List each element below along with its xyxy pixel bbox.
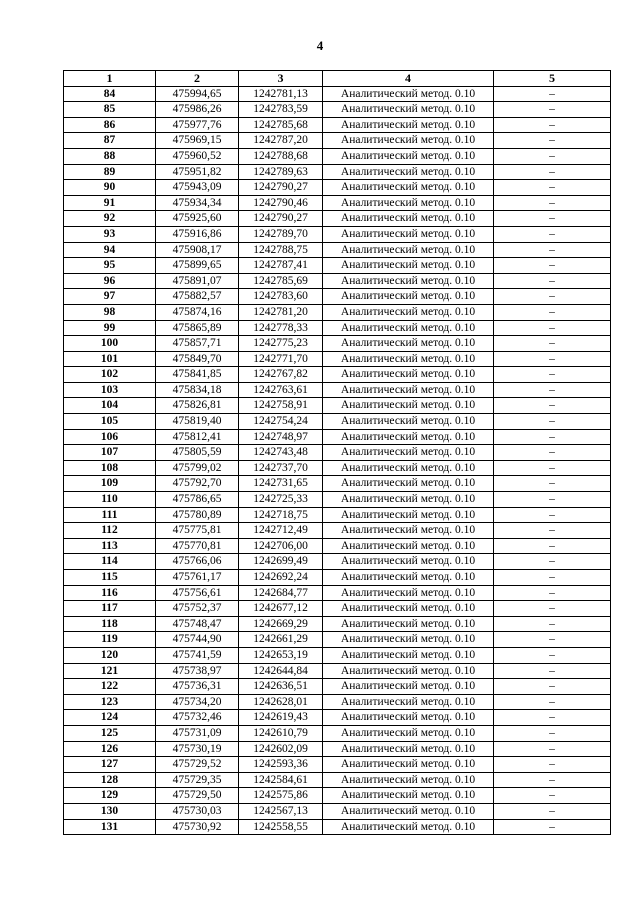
y-coordinate-cell: 1242712,49 [239,523,323,539]
y-coordinate-cell: 1242567,13 [239,803,323,819]
point-number-cell: 112 [64,523,156,539]
method-cell: Аналитический метод. 0.10 [323,414,494,430]
table-row [64,632,611,648]
note-cell: – [494,601,611,617]
note-cell: – [494,570,611,586]
y-coordinate-cell: 1242783,60 [239,289,323,305]
x-coordinate-cell: 475960,52 [156,148,239,164]
table-row [64,289,611,305]
note-cell: – [494,679,611,695]
note-cell: – [494,336,611,352]
point-number-cell: 96 [64,273,156,289]
note-cell: – [494,304,611,320]
y-coordinate-cell: 1242731,65 [239,476,323,492]
point-number-cell: 118 [64,616,156,632]
point-number-cell: 88 [64,148,156,164]
x-coordinate-cell: 475730,19 [156,741,239,757]
method-cell: Аналитический метод. 0.10 [323,788,494,804]
y-coordinate-cell: 1242610,79 [239,725,323,741]
point-number-cell: 123 [64,694,156,710]
method-cell: Аналитический метод. 0.10 [323,336,494,352]
point-number-cell: 129 [64,788,156,804]
y-coordinate-cell: 1242636,51 [239,679,323,695]
y-coordinate-cell: 1242789,70 [239,226,323,242]
x-coordinate-cell: 475865,89 [156,320,239,336]
point-number-cell: 104 [64,398,156,414]
table-row [64,445,611,461]
x-coordinate-cell: 475738,97 [156,663,239,679]
page-number: 4 [316,38,324,53]
note-cell: – [494,492,611,508]
x-coordinate-cell: 475819,40 [156,414,239,430]
note-cell: – [494,320,611,336]
table-row [64,398,611,414]
note-cell: – [494,616,611,632]
method-cell: Аналитический метод. 0.10 [323,258,494,274]
y-coordinate-cell: 1242653,19 [239,647,323,663]
y-coordinate-cell: 1242754,24 [239,414,323,430]
table-body [64,86,611,835]
note-cell: – [494,694,611,710]
x-coordinate-cell: 475799,02 [156,460,239,476]
table-row [64,523,611,539]
point-number-cell: 99 [64,320,156,336]
x-coordinate-cell: 475792,70 [156,476,239,492]
table-row [64,616,611,632]
point-number-cell: 120 [64,647,156,663]
table-row [64,757,611,773]
point-number-cell: 105 [64,414,156,430]
note-cell: – [494,289,611,305]
table-row [64,819,611,835]
y-coordinate-cell: 1242748,97 [239,429,323,445]
note-cell: – [494,788,611,804]
table-row [64,601,611,617]
y-coordinate-cell: 1242558,55 [239,819,323,835]
note-cell: – [494,226,611,242]
table-row [64,554,611,570]
note-cell: – [494,242,611,258]
y-coordinate-cell: 1242767,82 [239,367,323,383]
x-coordinate-cell: 475841,85 [156,367,239,383]
point-number-cell: 97 [64,289,156,305]
table-row [64,570,611,586]
y-coordinate-cell: 1242718,75 [239,507,323,523]
note-cell: – [494,585,611,601]
y-coordinate-cell: 1242790,46 [239,195,323,211]
note-cell: – [494,538,611,554]
point-number-cell: 121 [64,663,156,679]
x-coordinate-cell: 475943,09 [156,180,239,196]
table-row [64,538,611,554]
table-row [64,304,611,320]
note-cell: – [494,663,611,679]
table-row [64,382,611,398]
point-number-cell: 100 [64,336,156,352]
table-row [64,242,611,258]
method-cell: Аналитический метод. 0.10 [323,679,494,695]
note-cell: – [494,460,611,476]
point-number-cell: 111 [64,507,156,523]
table-row [64,336,611,352]
table-row [64,772,611,788]
y-coordinate-cell: 1242787,20 [239,133,323,149]
point-number-cell: 110 [64,492,156,508]
table-row [64,133,611,149]
x-coordinate-cell: 475729,35 [156,772,239,788]
y-coordinate-cell: 1242790,27 [239,211,323,227]
y-coordinate-cell: 1242644,84 [239,663,323,679]
x-coordinate-cell: 475882,57 [156,289,239,305]
x-coordinate-cell: 475908,17 [156,242,239,258]
note-cell: – [494,632,611,648]
y-coordinate-cell: 1242788,68 [239,148,323,164]
table-row [64,710,611,726]
method-cell: Аналитический метод. 0.10 [323,741,494,757]
column-header: 3 [239,71,323,87]
table-row [64,195,611,211]
x-coordinate-cell: 475891,07 [156,273,239,289]
x-coordinate-cell: 475849,70 [156,351,239,367]
x-coordinate-cell: 475812,41 [156,429,239,445]
y-coordinate-cell: 1242725,33 [239,492,323,508]
note-cell: – [494,554,611,570]
point-number-cell: 113 [64,538,156,554]
x-coordinate-cell: 475729,52 [156,757,239,773]
method-cell: Аналитический метод. 0.10 [323,211,494,227]
point-number-cell: 128 [64,772,156,788]
table-row [64,429,611,445]
note-cell: – [494,647,611,663]
y-coordinate-cell: 1242775,23 [239,336,323,352]
method-cell: Аналитический метод. 0.10 [323,570,494,586]
table-row [64,320,611,336]
x-coordinate-cell: 475741,59 [156,647,239,663]
y-coordinate-cell: 1242771,70 [239,351,323,367]
point-number-cell: 130 [64,803,156,819]
method-cell: Аналитический метод. 0.10 [323,133,494,149]
x-coordinate-cell: 475730,03 [156,803,239,819]
y-coordinate-cell: 1242781,20 [239,304,323,320]
y-coordinate-cell: 1242778,33 [239,320,323,336]
note-cell: – [494,803,611,819]
method-cell: Аналитический метод. 0.10 [323,585,494,601]
table-row [64,226,611,242]
method-cell: Аналитический метод. 0.10 [323,445,494,461]
note-cell: – [494,414,611,430]
y-coordinate-cell: 1242785,68 [239,117,323,133]
x-coordinate-cell: 475805,59 [156,445,239,461]
method-cell: Аналитический метод. 0.10 [323,507,494,523]
note-cell: – [494,725,611,741]
note-cell: – [494,117,611,133]
point-number-cell: 91 [64,195,156,211]
note-cell: – [494,772,611,788]
x-coordinate-cell: 475761,17 [156,570,239,586]
table-row [64,507,611,523]
point-number-cell: 103 [64,382,156,398]
y-coordinate-cell: 1242706,00 [239,538,323,554]
table-row [64,258,611,274]
y-coordinate-cell: 1242692,24 [239,570,323,586]
method-cell: Аналитический метод. 0.10 [323,195,494,211]
x-coordinate-cell: 475899,65 [156,258,239,274]
point-number-cell: 93 [64,226,156,242]
method-cell: Аналитический метод. 0.10 [323,289,494,305]
note-cell: – [494,180,611,196]
note-cell: – [494,86,611,102]
point-number-cell: 131 [64,819,156,835]
y-coordinate-cell: 1242661,29 [239,632,323,648]
note-cell: – [494,273,611,289]
note-cell: – [494,258,611,274]
method-cell: Аналитический метод. 0.10 [323,694,494,710]
note-cell: – [494,211,611,227]
y-coordinate-cell: 1242789,63 [239,164,323,180]
x-coordinate-cell: 475857,71 [156,336,239,352]
method-cell: Аналитический метод. 0.10 [323,772,494,788]
table-row [64,86,611,102]
x-coordinate-cell: 475951,82 [156,164,239,180]
point-number-cell: 109 [64,476,156,492]
method-cell: Аналитический метод. 0.10 [323,492,494,508]
method-cell: Аналитический метод. 0.10 [323,476,494,492]
y-coordinate-cell: 1242758,91 [239,398,323,414]
x-coordinate-cell: 475744,90 [156,632,239,648]
x-coordinate-cell: 475934,34 [156,195,239,211]
y-coordinate-cell: 1242787,41 [239,258,323,274]
note-cell: – [494,429,611,445]
y-coordinate-cell: 1242593,36 [239,757,323,773]
note-cell: – [494,507,611,523]
method-cell: Аналитический метод. 0.10 [323,803,494,819]
note-cell: – [494,133,611,149]
point-number-cell: 127 [64,757,156,773]
note-cell: – [494,382,611,398]
point-number-cell: 94 [64,242,156,258]
note-cell: – [494,476,611,492]
point-number-cell: 84 [64,86,156,102]
table-row [64,460,611,476]
note-cell: – [494,164,611,180]
point-number-cell: 90 [64,180,156,196]
method-cell: Аналитический метод. 0.10 [323,647,494,663]
method-cell: Аналитический метод. 0.10 [323,273,494,289]
method-cell: Аналитический метод. 0.10 [323,554,494,570]
point-number-cell: 89 [64,164,156,180]
table-row [64,211,611,227]
method-cell: Аналитический метод. 0.10 [323,523,494,539]
note-cell: – [494,398,611,414]
column-header: 5 [494,71,611,87]
method-cell: Аналитический метод. 0.10 [323,164,494,180]
y-coordinate-cell: 1242628,01 [239,694,323,710]
point-number-cell: 92 [64,211,156,227]
table-row [64,725,611,741]
table-row [64,741,611,757]
x-coordinate-cell: 475977,76 [156,117,239,133]
note-cell: – [494,741,611,757]
note-cell: – [494,351,611,367]
coordinates-table [63,70,611,835]
note-cell: – [494,819,611,835]
note-cell: – [494,523,611,539]
method-cell: Аналитический метод. 0.10 [323,710,494,726]
table-header-row [64,71,611,87]
y-coordinate-cell: 1242788,75 [239,242,323,258]
table-row [64,647,611,663]
method-cell: Аналитический метод. 0.10 [323,148,494,164]
method-cell: Аналитический метод. 0.10 [323,460,494,476]
point-number-cell: 98 [64,304,156,320]
note-cell: – [494,757,611,773]
method-cell: Аналитический метод. 0.10 [323,304,494,320]
table-row [64,117,611,133]
point-number-cell: 122 [64,679,156,695]
table-row [64,164,611,180]
x-coordinate-cell: 475729,50 [156,788,239,804]
x-coordinate-cell: 475732,46 [156,710,239,726]
note-cell: – [494,445,611,461]
y-coordinate-cell: 1242737,70 [239,460,323,476]
x-coordinate-cell: 475916,86 [156,226,239,242]
table-row [64,351,611,367]
method-cell: Аналитический метод. 0.10 [323,382,494,398]
table-row [64,663,611,679]
method-cell: Аналитический метод. 0.10 [323,242,494,258]
table-row [64,492,611,508]
y-coordinate-cell: 1242575,86 [239,788,323,804]
table-row [64,414,611,430]
point-number-cell: 95 [64,258,156,274]
x-coordinate-cell: 475834,18 [156,382,239,398]
x-coordinate-cell: 475826,81 [156,398,239,414]
point-number-cell: 85 [64,102,156,118]
x-coordinate-cell: 475969,15 [156,133,239,149]
table-row [64,788,611,804]
point-number-cell: 124 [64,710,156,726]
x-coordinate-cell: 475730,92 [156,819,239,835]
point-number-cell: 86 [64,117,156,133]
point-number-cell: 106 [64,429,156,445]
table-row [64,148,611,164]
x-coordinate-cell: 475731,09 [156,725,239,741]
point-number-cell: 126 [64,741,156,757]
table-row [64,273,611,289]
method-cell: Аналитический метод. 0.10 [323,663,494,679]
x-coordinate-cell: 475994,65 [156,86,239,102]
method-cell: Аналитический метод. 0.10 [323,429,494,445]
method-cell: Аналитический метод. 0.10 [323,398,494,414]
x-coordinate-cell: 475874,16 [156,304,239,320]
point-number-cell: 114 [64,554,156,570]
point-number-cell: 125 [64,725,156,741]
y-coordinate-cell: 1242785,69 [239,273,323,289]
y-coordinate-cell: 1242602,09 [239,741,323,757]
column-header: 1 [64,71,156,87]
table-row [64,694,611,710]
y-coordinate-cell: 1242699,49 [239,554,323,570]
method-cell: Аналитический метод. 0.10 [323,616,494,632]
table-row [64,803,611,819]
y-coordinate-cell: 1242619,43 [239,710,323,726]
y-coordinate-cell: 1242781,13 [239,86,323,102]
x-coordinate-cell: 475986,26 [156,102,239,118]
table-row [64,102,611,118]
point-number-cell: 115 [64,570,156,586]
note-cell: – [494,367,611,383]
point-number-cell: 117 [64,601,156,617]
x-coordinate-cell: 475780,89 [156,507,239,523]
method-cell: Аналитический метод. 0.10 [323,538,494,554]
point-number-cell: 108 [64,460,156,476]
y-coordinate-cell: 1242677,12 [239,601,323,617]
y-coordinate-cell: 1242684,77 [239,585,323,601]
x-coordinate-cell: 475770,81 [156,538,239,554]
table-row [64,476,611,492]
y-coordinate-cell: 1242743,48 [239,445,323,461]
table-row [64,679,611,695]
y-coordinate-cell: 1242783,59 [239,102,323,118]
point-number-cell: 119 [64,632,156,648]
y-coordinate-cell: 1242584,61 [239,772,323,788]
x-coordinate-cell: 475775,81 [156,523,239,539]
x-coordinate-cell: 475748,47 [156,616,239,632]
point-number-cell: 107 [64,445,156,461]
x-coordinate-cell: 475766,06 [156,554,239,570]
point-number-cell: 87 [64,133,156,149]
note-cell: – [494,195,611,211]
column-header: 2 [156,71,239,87]
table-row [64,367,611,383]
y-coordinate-cell: 1242763,61 [239,382,323,398]
note-cell: – [494,102,611,118]
method-cell: Аналитический метод. 0.10 [323,226,494,242]
y-coordinate-cell: 1242669,29 [239,616,323,632]
point-number-cell: 116 [64,585,156,601]
point-number-cell: 101 [64,351,156,367]
method-cell: Аналитический метод. 0.10 [323,819,494,835]
method-cell: Аналитический метод. 0.10 [323,632,494,648]
point-number-cell: 102 [64,367,156,383]
x-coordinate-cell: 475734,20 [156,694,239,710]
method-cell: Аналитический метод. 0.10 [323,102,494,118]
x-coordinate-cell: 475786,65 [156,492,239,508]
method-cell: Аналитический метод. 0.10 [323,117,494,133]
y-coordinate-cell: 1242790,27 [239,180,323,196]
method-cell: Аналитический метод. 0.10 [323,86,494,102]
x-coordinate-cell: 475752,37 [156,601,239,617]
method-cell: Аналитический метод. 0.10 [323,367,494,383]
table-row [64,180,611,196]
method-cell: Аналитический метод. 0.10 [323,320,494,336]
method-cell: Аналитический метод. 0.10 [323,180,494,196]
note-cell: – [494,710,611,726]
table-row [64,585,611,601]
method-cell: Аналитический метод. 0.10 [323,351,494,367]
x-coordinate-cell: 475756,61 [156,585,239,601]
x-coordinate-cell: 475736,31 [156,679,239,695]
x-coordinate-cell: 475925,60 [156,211,239,227]
method-cell: Аналитический метод. 0.10 [323,601,494,617]
method-cell: Аналитический метод. 0.10 [323,725,494,741]
method-cell: Аналитический метод. 0.10 [323,757,494,773]
column-header: 4 [323,71,494,87]
note-cell: – [494,148,611,164]
